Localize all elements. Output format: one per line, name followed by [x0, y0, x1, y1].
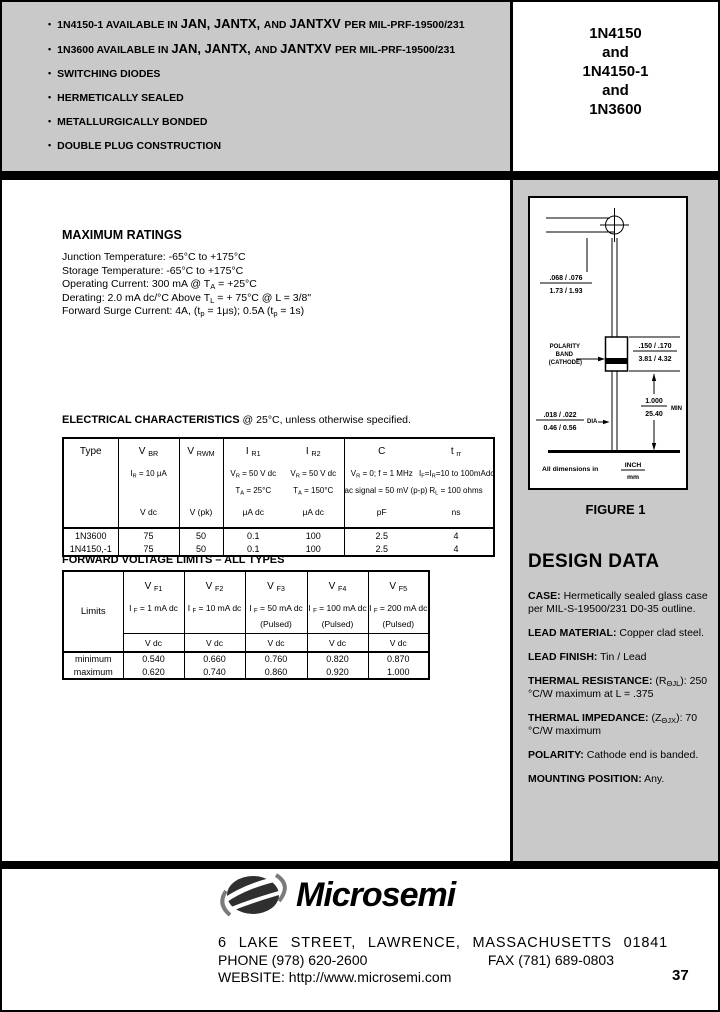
polarity-label: (CATHODE): [548, 360, 582, 366]
bullet-icon: •: [48, 140, 52, 150]
brand-wordmark: Microsemi: [296, 875, 456, 914]
dimensions-unit-mm: mm: [626, 474, 640, 481]
col-condition: I $_F$ = 200 mA dc: [369, 603, 428, 615]
dim-dia-inch: .018 / .022: [543, 412, 577, 419]
cell-unit: V dc: [184, 634, 245, 653]
feature-item: [48, 17, 510, 32]
bullet-icon: •: [48, 92, 52, 102]
col-title: V $_{F1}$: [144, 581, 163, 594]
max-ratings-heading: MAXIMUM RATINGS: [62, 228, 182, 242]
col-limits: Limits: [63, 571, 123, 652]
cell-value: 0.870: [368, 652, 429, 666]
design-data-item: CASE: Hermetically sealed glass case per MIL-S-19500/231 D0-35 outline.: [528, 590, 708, 615]
col-condition: $I_R = 10$ μA: [130, 469, 167, 480]
dim-dia-note: DIA: [587, 419, 598, 425]
cell-value: 0.760: [245, 652, 307, 666]
col-pulsed: (Pulsed): [321, 619, 354, 629]
col-ir1: [223, 438, 283, 528]
cell-value: 50: [179, 528, 223, 542]
table-row: [63, 666, 429, 680]
cell-value: 0.540: [123, 652, 184, 666]
cell-unit: V dc: [123, 634, 184, 653]
feature-item: [48, 91, 510, 105]
electrical-characteristics-heading: ELECTRICAL CHARACTERISTICS @ 25°C, unless otherwise specified.: [62, 414, 411, 426]
cell-value: 100: [283, 542, 344, 556]
col-title: V $_{BR}$: [138, 446, 159, 459]
cell-value: 100: [283, 528, 344, 542]
cell-value: 0.920: [307, 666, 368, 680]
table-header-row: [63, 571, 429, 634]
feature-text: DOUBLE PLUG CONSTRUCTION: [57, 140, 222, 152]
col-condition: I $_F$ = 50 mA dc: [249, 603, 303, 615]
col-title: t $_{rr}$: [450, 446, 462, 459]
col-title: V $_{F2}$: [205, 581, 224, 594]
cell-value: 2.5: [375, 543, 388, 554]
column-divider: [510, 0, 513, 861]
col-unit: μA dc: [242, 507, 264, 517]
col-unit: V (pk): [189, 507, 213, 517]
feature-item: [48, 115, 510, 129]
phone-fax-line: [218, 952, 614, 968]
feature-item: [48, 67, 510, 81]
cell-unit: V dc: [307, 634, 368, 653]
dim-length-inch: 1.000: [645, 398, 663, 405]
col-condition: $V_R = 50$ V dc: [230, 469, 277, 480]
col-unit: μA dc: [302, 507, 324, 517]
col-pulsed: [185, 619, 245, 633]
cell-value: 75: [118, 542, 179, 556]
table-header-row: [63, 438, 494, 528]
design-data-section: [528, 551, 708, 797]
cell-value: 0.620: [123, 666, 184, 680]
cell-value: 0.1: [246, 543, 260, 554]
col-title: Type: [79, 446, 102, 457]
address-line: 6 LAKE STREET, LAWRENCE, MASSACHUSETTS 01841: [218, 935, 669, 951]
diode-outline-drawing: [530, 198, 686, 488]
col-vf4: [307, 571, 368, 634]
design-data-heading: DESIGN DATA: [528, 551, 660, 572]
col-pulsed: (Pulsed): [260, 619, 292, 629]
col-title: V $_{F5}$: [389, 581, 408, 594]
title-line: and: [602, 82, 629, 99]
cell-value: 0.660: [184, 652, 245, 666]
col-condition: $V_R = 50$ V dc: [290, 469, 337, 480]
cell-unit: V dc: [245, 634, 307, 653]
table-row: [63, 652, 429, 666]
polarity-label: POLARITY: [549, 344, 580, 350]
rating-line: Operating Current: 300 mA @ $T_A = +25^\circ C$: [62, 278, 257, 292]
cell-value: 0.820: [307, 652, 368, 666]
design-data-item: POLARITY: Cathode end is banded.: [528, 749, 699, 761]
col-condition: [119, 486, 179, 503]
bullet-icon: •: [48, 19, 52, 29]
cell-value: 2.5: [344, 528, 419, 542]
microsemi-logo-icon: [216, 870, 294, 920]
dim-lead-top-inch: .068 / .076: [549, 275, 583, 282]
cell-value: 0.860: [245, 666, 307, 680]
cell-value: 0.1: [223, 528, 283, 542]
col-condition: $V_R = 0$; f = 1 MHz: [350, 469, 413, 480]
design-data-item: LEAD MATERIAL: Copper clad steel.: [528, 627, 705, 639]
col-unit: pF: [376, 507, 387, 517]
feature-item: [48, 42, 510, 57]
feature-text: 1N3600 AVAILABLE IN JAN, JANTX, AND JANTXV PER MIL-PRF-19500/231: [57, 41, 456, 56]
cell-unit: V dc: [368, 634, 429, 653]
col-title: C: [378, 446, 386, 457]
col-title: V $_{RWM}$: [187, 446, 215, 459]
col-title: V $_{F3}$: [267, 581, 285, 594]
col-vbr: [118, 438, 179, 528]
col-condition: $R_L = 100$ ohms: [429, 486, 483, 497]
bullet-icon: •: [48, 44, 52, 54]
col-vf1: [123, 571, 184, 634]
design-data-item: LEAD FINISH: Tin / Lead: [528, 651, 647, 663]
cell-value: 1.000: [386, 666, 410, 677]
microsemi-logo: [216, 870, 455, 920]
fax-number: FAX (781) 689-0803: [487, 952, 614, 968]
cell-limit-label: maximum: [63, 666, 123, 680]
dim-body-inch: .150 / .170: [638, 343, 672, 350]
col-type: [63, 438, 118, 528]
title-line: 1N3600: [589, 101, 642, 118]
dim-length-mm: 25.40: [645, 411, 663, 418]
dimensions-note: All dimensions in: [542, 466, 599, 473]
col-unit: V dc: [139, 507, 157, 517]
col-condition: I $_F$ = 100 mA dc: [308, 603, 367, 615]
page-number: 37: [672, 967, 689, 984]
title-line: 1N4150: [589, 25, 642, 42]
design-data-item: THERMAL IMPEDANCE: $(Z_{\Theta JX})$: 70 °C/W maximum: [528, 712, 698, 737]
cell-type: 1N4150,-1: [63, 542, 118, 556]
cell-type: 1N3600: [63, 528, 118, 542]
figure-box: [528, 196, 688, 490]
col-vrwm: [179, 438, 223, 528]
col-trr: [419, 438, 494, 528]
feature-text: SWITCHING DIODES: [57, 68, 161, 80]
col-condition: ac signal = 50 mV (p-p): [344, 486, 428, 495]
polarity-band: [606, 358, 628, 364]
electrical-characteristics-table: [62, 437, 495, 557]
bullet-icon: •: [48, 68, 52, 78]
feature-text: 1N4150-1 AVAILABLE IN JAN, JANTX, AND JANTXV PER MIL-PRF-19500/231: [57, 16, 465, 31]
cell-value: 50: [179, 542, 223, 556]
rating-line: Junction Temperature: -65°C to +175°C: [62, 251, 246, 263]
col-title: I $_{R1}$: [245, 446, 261, 459]
feature-item: [48, 139, 510, 153]
col-condition: I $_F$ = 10 mA dc: [187, 603, 242, 615]
col-pulsed: (Pulsed): [382, 619, 415, 629]
cell-limit-label: minimum: [63, 652, 123, 666]
website-line: [218, 969, 451, 985]
col-title: V $_{F4}$: [328, 581, 347, 594]
title-line: 1N4150-1: [582, 63, 649, 80]
website-url: http://www.microsemi.com: [288, 969, 452, 985]
cell-value: 75: [118, 528, 179, 542]
phone-number: PHONE (978) 620-2600: [218, 952, 368, 968]
bullet-icon: •: [48, 116, 52, 126]
col-title: I $_{R2}$: [305, 446, 321, 459]
feature-text: HERMETICALLY SEALED: [57, 92, 184, 104]
dim-length-note: MIN: [671, 406, 682, 412]
features-panel: [2, 2, 510, 171]
cell-value: 4: [453, 543, 459, 554]
cell-value: 0.740: [184, 666, 245, 680]
figure-caption: FIGURE 1: [585, 502, 646, 517]
part-number-title: [513, 2, 718, 171]
col-vf3: [245, 571, 307, 634]
max-ratings-section: [62, 228, 492, 319]
forward-voltage-heading: FORWARD VOLTAGE LIMITS – ALL TYPES: [62, 554, 285, 566]
col-condition: [180, 469, 223, 486]
col-condition: $T_A = 150^\circ C$: [293, 486, 334, 497]
col-vf5: [368, 571, 429, 634]
col-pulsed: [124, 619, 184, 633]
cell-value: 4: [419, 528, 494, 542]
col-ir2: [283, 438, 344, 528]
col-condition: [180, 486, 223, 503]
website-label: WEBSITE:: [218, 969, 285, 985]
col-condition: $I_F=I_R=10$ to 100mAdc: [419, 469, 495, 480]
col-vf2: [184, 571, 245, 634]
dim-body-mm: 3.81 / 4.32: [638, 356, 672, 363]
forward-voltage-table: [62, 570, 430, 680]
rating-line: Forward Surge Current: 4A, $(t_p = 1\mu s)$; 0.5A $(t_p = 1s)$: [62, 305, 305, 319]
dim-lead-top-mm: 1.73 / 1.93: [549, 288, 583, 295]
col-condition: $T_A = 25^\circ C$: [235, 486, 272, 497]
rating-line: Storage Temperature: -65°C to +175°C: [62, 264, 244, 277]
dimensions-unit-inch: INCH: [624, 462, 642, 469]
col-capacitance: [344, 438, 428, 528]
dim-dia-mm: 0.46 / 0.56: [543, 425, 577, 432]
footer-divider-bar: [0, 861, 720, 869]
table-row: [63, 528, 494, 542]
col-condition: I $_F$ = 1 mA dc: [129, 603, 178, 615]
col-unit: ns: [451, 507, 461, 517]
design-data-item: THERMAL RESISTANCE: $(R_{\Theta JL})$: 250 °C/W maximum at L = .375: [528, 675, 708, 700]
diode-body: [606, 337, 628, 371]
polarity-label: BAND: [555, 352, 573, 358]
header-divider-bar: [0, 171, 720, 180]
feature-text: METALLURGICALLY BONDED: [57, 116, 208, 128]
title-line: and: [602, 44, 629, 61]
rating-line: Derating: 2.0 mA dc/°C Above $T_L$ = + 75°C @ L = 3/8": [62, 291, 312, 305]
design-data-item: MOUNTING POSITION: Any.: [528, 773, 665, 785]
